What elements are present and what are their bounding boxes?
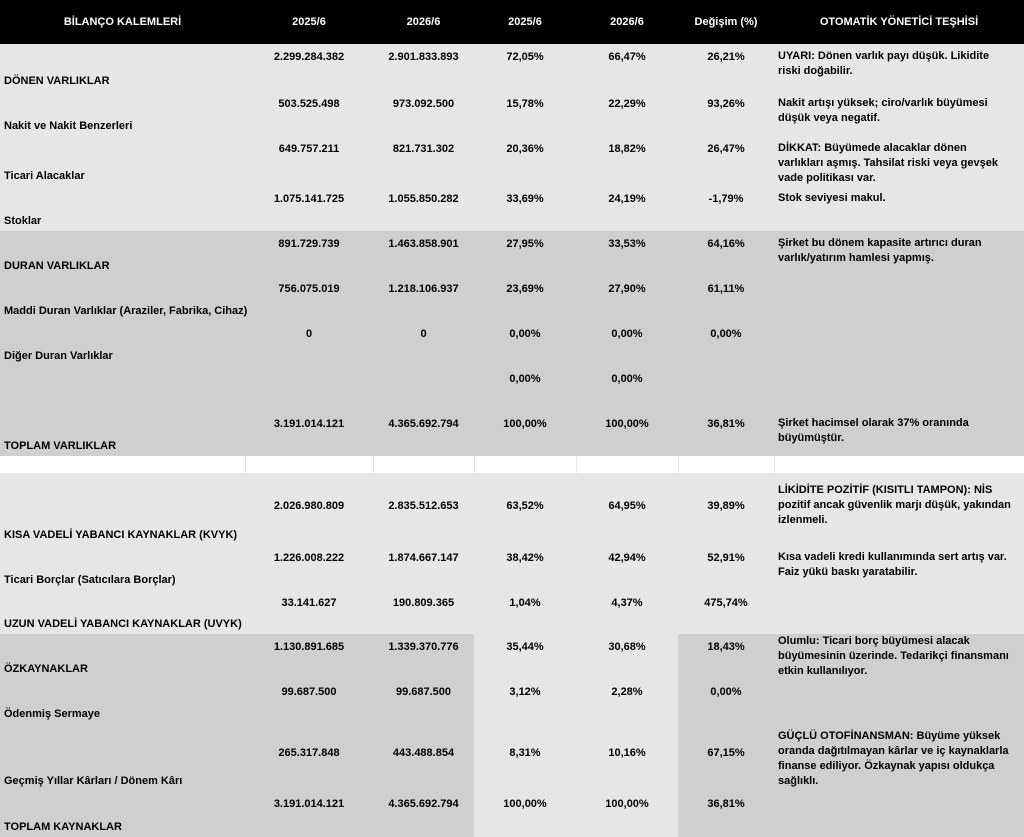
share-2025: 23,69%	[506, 283, 544, 295]
value-2025: 1.130.891.685	[245, 634, 373, 679]
row-label: Geçmiş Yıllar Kârları / Dönem Kârı	[0, 724, 245, 791]
share-2025: 0,00%	[509, 373, 541, 385]
diagnosis-note	[774, 679, 1024, 724]
value-2026: 1.874.667.147	[388, 552, 459, 564]
value-2026: 190.809.365	[392, 597, 455, 609]
row-label: TOPLAM KAYNAKLAR	[0, 791, 245, 837]
share-2026: 0,00%	[611, 328, 643, 340]
value-2025: 756.075.019	[278, 283, 340, 295]
diagnosis-note: Kısa vadeli kredi kullanımında sert artış var. Faiz yükü baskı yaratabilir.	[778, 551, 1007, 578]
value-2025: 99.687.500	[245, 679, 373, 724]
value-2025	[245, 366, 373, 411]
diagnosis-note: UYARI: Dönen varlık payı düşük. Likidite riski doğabilir.	[778, 50, 990, 77]
share-2025: 100,00%	[503, 418, 547, 430]
row-label: TOPLAM VARLIKLAR	[4, 440, 117, 452]
value-2025: 0	[305, 328, 313, 340]
change-pct: 39,89%	[707, 500, 745, 512]
table-row	[0, 136, 1024, 186]
value-2025: 891.729.739	[278, 238, 340, 250]
share-2026: 33,53%	[608, 238, 646, 250]
change-pct: 36,81%	[707, 418, 745, 430]
header-diagnosis: OTOMATİK YÖNETİCİ TEŞHİSİ	[774, 0, 1024, 44]
table-row	[0, 186, 1024, 231]
value-2026: 443.488.854	[373, 724, 474, 791]
share-2026: 42,94%	[608, 552, 646, 564]
table-row	[0, 679, 1024, 724]
share-2025: 35,44%	[474, 634, 576, 679]
diagnosis-note	[774, 791, 1024, 837]
share-2026: 0,00%	[611, 373, 643, 385]
table-row	[0, 321, 1024, 366]
share-2026: 24,19%	[608, 193, 646, 205]
table-row	[0, 545, 1024, 590]
separator-cell	[0, 456, 245, 473]
diagnosis-note: Stok seviyesi makul.	[778, 192, 886, 204]
row-label	[0, 366, 245, 411]
share-2026: 2,28%	[576, 679, 678, 724]
table-row	[0, 411, 1024, 456]
diagnosis-note: DİKKAT: Büyümede alacaklar dönen varlıkları aşmış. Tahsilat riski veya gevşek vade politikası var.	[778, 142, 998, 184]
share-2025: 27,95%	[506, 238, 544, 250]
row-label: Stoklar	[4, 215, 42, 227]
change-pct: 475,74%	[704, 597, 748, 609]
value-2026: 4.365.692.794	[373, 791, 474, 837]
diagnosis-note: LİKİDİTE POZİTİF (KISITLI TAMPON): NİS pozitif ancak güvenlik marjı düşük, yakından izlenmeli.	[778, 484, 1011, 526]
diagnosis-note: Şirket bu dönem kapasite artırıcı duran varlık/yatırım hamlesi yapmış.	[778, 237, 982, 264]
share-2025: 20,36%	[506, 143, 544, 155]
change-pct: 93,26%	[707, 98, 745, 110]
header-item: BİLANÇO KALEMLERİ	[0, 0, 245, 44]
table-row	[0, 44, 1024, 91]
value-2026: 4.365.692.794	[388, 418, 459, 430]
diagnosis-note: Olumlu: Ticari borç büyümesi alacak büyümesinin üzerinde. Tedarikçi finansmanı etkin kullanılıyor.	[774, 634, 1024, 679]
diagnosis-note	[774, 321, 1024, 366]
change-pct: 26,21%	[707, 51, 745, 63]
value-2025: 33.141.627	[281, 597, 337, 609]
share-2026: 4,37%	[611, 597, 643, 609]
row-label: UZUN VADELİ YABANCI KAYNAKLAR (UVYK)	[4, 618, 242, 630]
share-2025: 100,00%	[474, 791, 576, 837]
share-2026: 10,16%	[576, 724, 678, 791]
row-label: DURAN VARLIKLAR	[4, 260, 110, 272]
row-label: Ticari Borçlar (Satıcılara Borçlar)	[4, 574, 176, 586]
header-row	[0, 0, 1024, 44]
table-row	[0, 276, 1024, 321]
value-2026: 973.092.500	[392, 98, 455, 110]
change-pct: 67,15%	[678, 724, 774, 791]
share-2025: 8,31%	[474, 724, 576, 791]
share-2025: 1,04%	[509, 597, 541, 609]
share-2025: 63,52%	[506, 500, 544, 512]
separator-row	[0, 456, 1024, 473]
row-label: Maddi Duran Varlıklar (Araziler, Fabrika, Cihaz)	[4, 305, 248, 317]
table-row	[0, 590, 1024, 634]
header-change: Değişim (%)	[678, 0, 774, 44]
diagnosis-note	[774, 366, 1024, 411]
share-2026: 27,90%	[608, 283, 646, 295]
diagnosis-note: GÜÇLÜ OTOFİNANSMAN: Büyüme yüksek oranda dağıtılmayan kârlar ve iç kaynaklarla finanse ediliyor. Özkaynak yapısı oldukça sağlıklı.	[774, 724, 1024, 791]
separator-cell	[474, 456, 576, 473]
diagnosis-note: Şirket hacimsel olarak 37% oranında büyümüştür.	[778, 417, 969, 444]
value-2025: 1.226.008.222	[273, 552, 345, 564]
value-2025: 3.191.014.121	[245, 791, 373, 837]
share-2026: 66,47%	[608, 51, 646, 63]
separator-cell	[774, 456, 1024, 473]
value-2025: 1.075.141.725	[273, 193, 345, 205]
share-2025: 3,12%	[474, 679, 576, 724]
change-pct: 18,43%	[678, 634, 774, 679]
value-2025: 265.317.848	[245, 724, 373, 791]
change-pct: 26,47%	[707, 143, 745, 155]
header-year-2: 2026/6	[373, 0, 474, 44]
diagnosis-note: Nakit artışı yüksek; ciro/varlık büyümesi düşük veya negatif.	[778, 97, 988, 124]
value-2026: 1.055.850.282	[388, 193, 459, 205]
change-pct: 61,11%	[707, 283, 745, 295]
row-label: Nakit ve Nakit Benzerleri	[4, 120, 133, 132]
value-2026: 1.339.370.776	[373, 634, 474, 679]
table-row	[0, 791, 1024, 837]
share-2025: 15,78%	[506, 98, 544, 110]
separator-cell	[678, 456, 774, 473]
share-2025: 38,42%	[506, 552, 544, 564]
value-2025: 503.525.498	[278, 98, 340, 110]
share-2025: 72,05%	[506, 51, 544, 63]
share-2025: 33,69%	[506, 193, 544, 205]
share-2026: 22,29%	[608, 98, 646, 110]
value-2026: 2.901.833.893	[388, 51, 459, 63]
header-year-1: 2025/6	[245, 0, 373, 44]
table-row	[0, 91, 1024, 136]
row-label: ÖZKAYNAKLAR	[0, 634, 245, 679]
change-pct: 0,00%	[678, 679, 774, 724]
row-label: Diğer Duran Varlıklar	[4, 350, 113, 362]
share-2026: 64,95%	[608, 500, 646, 512]
change-pct: -1,79%	[708, 193, 744, 205]
value-2025: 649.757.211	[278, 143, 340, 155]
table-row	[0, 473, 1024, 545]
change-pct: 64,16%	[707, 238, 745, 250]
change-pct: 36,81%	[678, 791, 774, 837]
value-2026: 1.463.858.901	[388, 238, 459, 250]
value-2026: 99.687.500	[373, 679, 474, 724]
diagnosis-note	[774, 590, 1024, 634]
diagnosis-note	[774, 276, 1024, 321]
share-2026: 18,82%	[608, 143, 646, 155]
change-pct: 52,91%	[707, 552, 745, 564]
table-row	[0, 634, 1024, 679]
header-share-1: 2025/6	[474, 0, 576, 44]
row-label: DÖNEN VARLIKLAR	[4, 75, 110, 87]
table-row	[0, 366, 1024, 411]
value-2026	[373, 366, 474, 411]
row-label: Ödenmiş Sermaye	[0, 679, 245, 724]
row-label: Ticari Alacaklar	[4, 170, 85, 182]
value-2026: 2.835.512.653	[388, 500, 459, 512]
value-2026: 821.731.302	[392, 143, 455, 155]
separator-cell	[373, 456, 474, 473]
separator-cell	[576, 456, 678, 473]
value-2026: 0	[420, 328, 427, 340]
value-2025: 2.026.980.809	[273, 500, 345, 512]
share-2026: 30,68%	[576, 634, 678, 679]
change-pct	[678, 366, 774, 411]
share-2026: 100,00%	[576, 791, 678, 837]
value-2025: 2.299.284.382	[273, 51, 345, 63]
table-row	[0, 724, 1024, 791]
value-2025: 3.191.014.121	[273, 418, 345, 430]
table-row	[0, 231, 1024, 276]
share-2025: 0,00%	[509, 328, 541, 340]
row-label: KISA VADELİ YABANCI KAYNAKLAR (KVYK)	[4, 529, 238, 541]
change-pct: 0,00%	[710, 328, 742, 340]
value-2026: 1.218.106.937	[388, 283, 459, 295]
share-2026: 100,00%	[605, 418, 649, 430]
header-share-2: 2026/6	[576, 0, 678, 44]
separator-cell	[245, 456, 373, 473]
